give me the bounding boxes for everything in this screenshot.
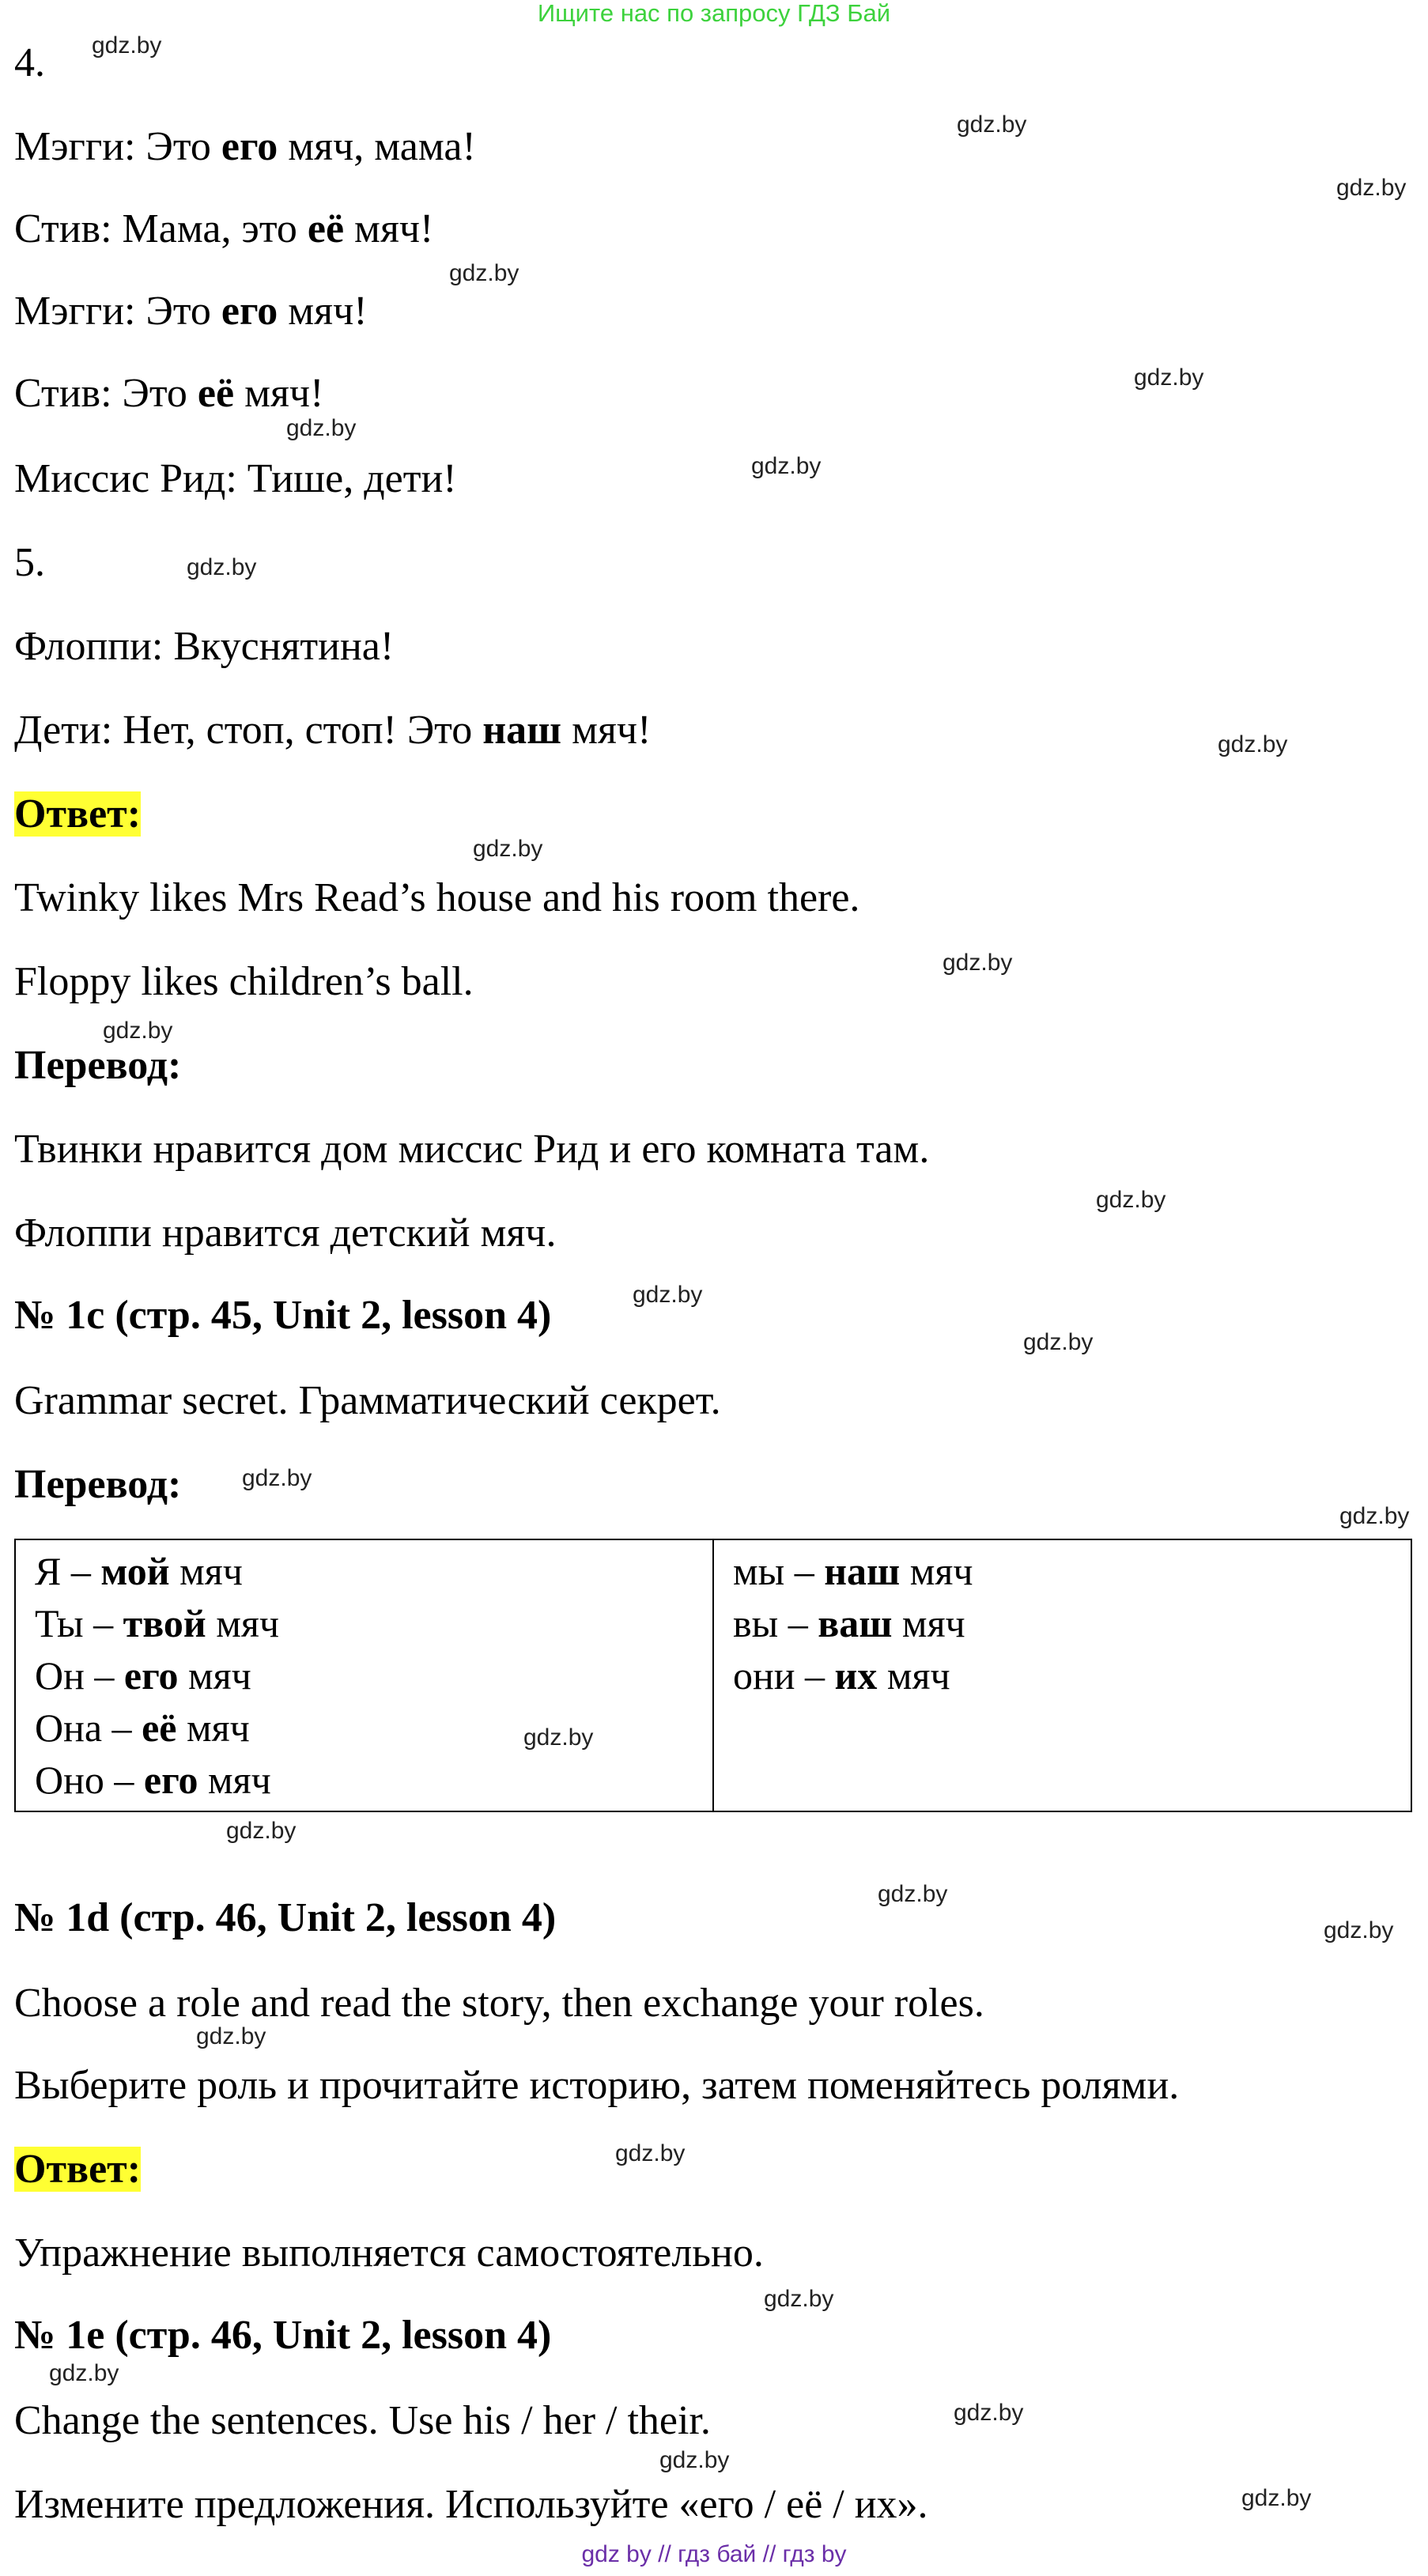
watermark-text: gdz.by [473, 836, 543, 862]
watermark-text: gdz.by [1218, 731, 1288, 757]
answer-line: Floppy likes children’s ball. [14, 959, 474, 1004]
translation-label: Перевод: [14, 1043, 182, 1088]
answer-label: Ответ: [14, 791, 142, 837]
pronoun-row: Оно – его мяч [35, 1758, 271, 1802]
watermark-text: gdz.by [49, 2360, 119, 2386]
translation-line: Флоппи нравится детский мяч. [14, 1211, 557, 1256]
watermark-text: gdz.by [659, 2447, 730, 2473]
watermark-text: gdz.by [633, 1282, 703, 1308]
translation-label: Перевод: [14, 1462, 182, 1507]
section-number-5: 5. [14, 540, 45, 585]
translation-line: Твинки нравится дом миссис Рид и его комната там. [14, 1127, 930, 1172]
watermark-text: gdz.by [1339, 1503, 1410, 1529]
watermark-text: gdz.by [1324, 1917, 1394, 1943]
watermark-text: gdz.by [92, 32, 162, 59]
watermark-text: gdz.by [449, 260, 519, 286]
watermark-text: gdz.by [615, 2140, 686, 2166]
pronoun-row: мы – наш мяч [733, 1549, 973, 1593]
dialogue-line: Миссис Рид: Тише, дети! [14, 456, 457, 501]
watermark-text: gdz.by [1134, 364, 1204, 391]
pronoun-table-left-cell [15, 1539, 713, 1811]
task-text: Измените предложения. Используйте «его / её / их». [14, 2482, 928, 2527]
watermark-text: gdz.by [242, 1465, 312, 1491]
pronoun-row: Я – мой мяч [35, 1549, 243, 1593]
watermark-text: gdz.by [1096, 1187, 1166, 1213]
search-hint-banner: Ищите нас по запросу ГДЗ Бай [537, 0, 891, 27]
dialogue-line: Мэгги: Это его мяч! [14, 289, 368, 334]
answer-label: Ответ: [14, 2147, 142, 2192]
watermark-text: gdz.by [954, 2400, 1024, 2426]
watermark-text: gdz.by [1336, 175, 1407, 201]
task-text: Grammar secret. Грамматический секрет. [14, 1378, 721, 1423]
footer-links: gdz by // гдз бай // гдз by [581, 2541, 847, 2567]
watermark-text: gdz.by [196, 2023, 266, 2049]
answer-line: Упражнение выполняется самостоятельно. [14, 2230, 764, 2276]
watermark-text: gdz.by [286, 415, 357, 441]
pronoun-row: Ты – твой мяч [35, 1601, 279, 1645]
watermark-text: gdz.by [226, 1818, 297, 1844]
task-title-1c: № 1c (стр. 45, Unit 2, lesson 4) [14, 1293, 552, 1338]
task-text: Выберите роль и прочитайте историю, затем поменяйтесь ролями. [14, 2063, 1180, 2108]
task-title-1e: № 1e (стр. 46, Unit 2, lesson 4) [14, 2313, 552, 2358]
watermark-text: gdz.by [957, 111, 1027, 138]
pronoun-table-right-cell [713, 1539, 1411, 1811]
watermark-text: gdz.by [187, 554, 257, 580]
dialogue-line: Стив: Это её мяч! [14, 371, 324, 416]
watermark-text: gdz.by [764, 2286, 834, 2312]
pronoun-row: они – их мяч [733, 1653, 950, 1698]
watermark-text: gdz.by [943, 950, 1013, 976]
pronoun-row: Она – её мяч [35, 1705, 250, 1750]
task-text: Choose a role and read the story, then exchange your roles. [14, 1981, 984, 2026]
section-number-4: 4. [14, 40, 45, 85]
watermark-text: gdz.by [878, 1881, 948, 1907]
watermark-text: gdz.by [1023, 1329, 1094, 1355]
dialogue-line: Дети: Нет, стоп, стоп! Это наш мяч! [14, 708, 652, 753]
watermark-text: gdz.by [1241, 2485, 1312, 2511]
pronoun-row: вы – ваш мяч [733, 1601, 965, 1645]
dialogue-line: Флоппи: Вкуснятина! [14, 624, 395, 669]
pronoun-table [14, 1539, 1412, 1812]
dialogue-line: Стив: Мама, это её мяч! [14, 206, 434, 251]
dialogue-line: Мэгги: Это его мяч, мама! [14, 124, 476, 169]
pronoun-row: Он – его мяч [35, 1653, 251, 1698]
answer-line: Twinky likes Mrs Read’s house and his room there. [14, 875, 860, 920]
watermark-text: gdz.by [103, 1018, 173, 1044]
watermark-text: gdz.by [523, 1724, 594, 1751]
watermark-text: gdz.by [751, 453, 822, 479]
task-title-1d: № 1d (стр. 46, Unit 2, lesson 4) [14, 1895, 557, 1940]
task-text: Change the sentences. Use his / her / their. [14, 2398, 711, 2443]
